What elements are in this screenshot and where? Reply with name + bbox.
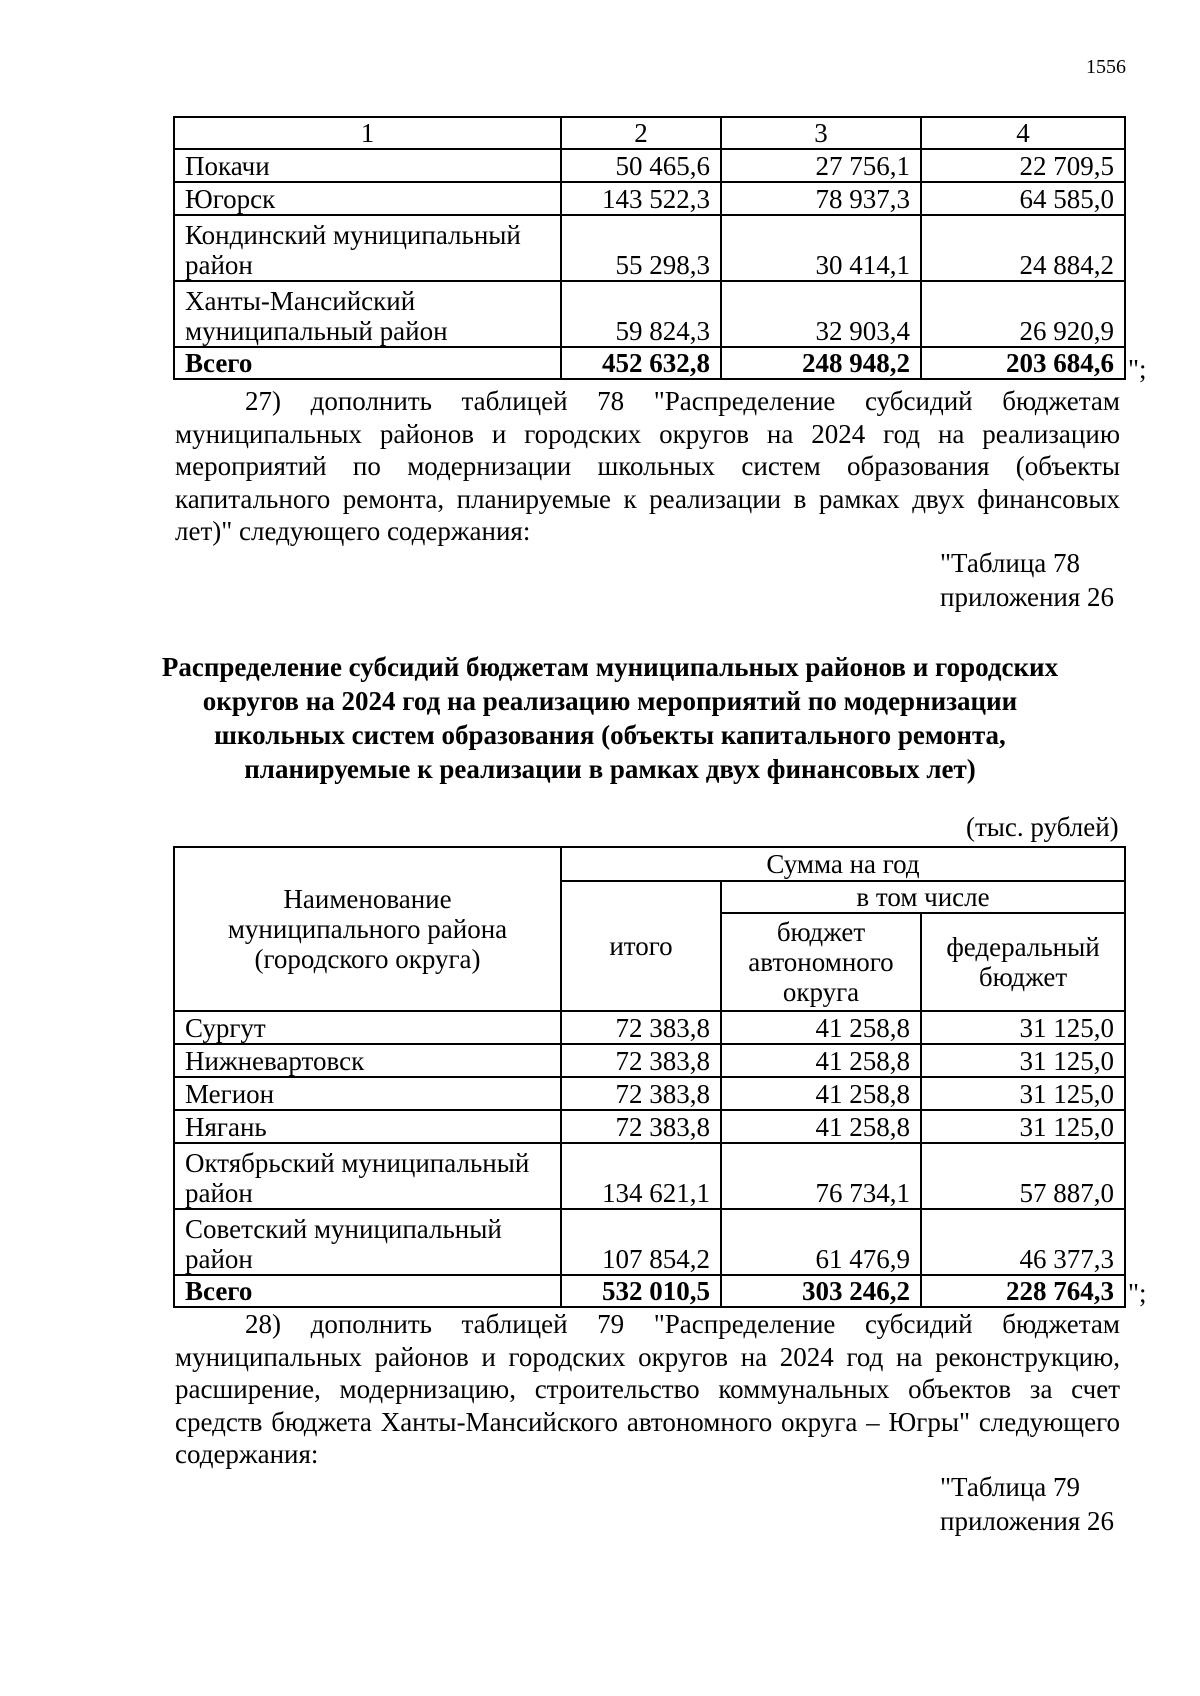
total-federal: 203 684,6 bbox=[921, 347, 1125, 379]
row-name bbox=[174, 1143, 561, 1209]
row-federal: 64 585,0 bbox=[921, 182, 1125, 215]
table-row bbox=[174, 1044, 1125, 1077]
header-regional-budget bbox=[721, 913, 921, 1011]
table-total-row bbox=[174, 1275, 1125, 1307]
row-name: Нижневартовск bbox=[174, 1044, 561, 1077]
row-name bbox=[174, 1209, 561, 1275]
row-total: 134 621,1 bbox=[561, 1143, 721, 1209]
row-federal: 31 125,0 bbox=[921, 1077, 1125, 1110]
row-regional: 61 476,9 bbox=[721, 1209, 921, 1275]
row-federal: 31 125,0 bbox=[921, 1011, 1125, 1044]
column-number-1: 1 bbox=[174, 117, 561, 149]
title-line: округов на 2024 год на реализацию мероприятий по модернизации bbox=[202, 686, 1018, 716]
row-federal: 57 887,0 bbox=[921, 1143, 1125, 1209]
row-federal: 24 884,2 bbox=[921, 215, 1125, 281]
header-sum: Сумма на год bbox=[561, 847, 1125, 881]
row-name-line: район bbox=[185, 1178, 253, 1208]
table-continuation bbox=[173, 116, 1126, 380]
row-name-line: муниципальный район bbox=[185, 316, 448, 346]
row-name: Нягань bbox=[174, 1110, 561, 1143]
row-federal: 46 377,3 bbox=[921, 1209, 1125, 1275]
row-regional: 27 756,1 bbox=[721, 149, 921, 182]
row-total: 55 298,3 bbox=[561, 215, 721, 281]
header-line: бюджет bbox=[978, 962, 1068, 992]
total-regional: 248 948,2 bbox=[721, 347, 921, 379]
header-federal-budget bbox=[921, 913, 1125, 1011]
row-regional: 78 937,3 bbox=[721, 182, 921, 215]
header-line: округа bbox=[782, 977, 860, 1007]
header-total: итого bbox=[561, 881, 721, 1011]
table-row bbox=[174, 182, 1125, 215]
total-federal: 228 764,3 bbox=[921, 1275, 1125, 1307]
row-name-line: Ханты-Мансийский bbox=[185, 286, 416, 316]
row-name: Мегион bbox=[174, 1077, 561, 1110]
header-name-line: муниципального района bbox=[227, 914, 508, 944]
total-regional: 303 246,2 bbox=[721, 1275, 921, 1307]
units-label: (тыс. рублей) bbox=[966, 812, 1119, 842]
table-row bbox=[174, 1110, 1125, 1143]
paragraph-28 bbox=[175, 1308, 1120, 1471]
table-total-row bbox=[174, 347, 1125, 379]
title-line: Распределение субсидий бюджетам муниципальных районов и городских bbox=[161, 652, 1059, 682]
row-name-line: район bbox=[185, 1244, 253, 1274]
row-regional: 76 734,1 bbox=[721, 1143, 921, 1209]
row-name-line: Октябрьский муниципальный bbox=[185, 1148, 530, 1178]
row-name bbox=[174, 281, 561, 347]
paragraph-27-text: 27) дополнить таблицей 78 "Распределение субсидий бюджетам муниципальных районов и городских округов на 2024 год на реализацию мероприятий по модернизации школьных систем образования (объекты капитального ремонта, планируемые к реализации в рамках двух финансовых лет)" следующего содержания: bbox=[175, 386, 1120, 546]
row-total: 107 854,2 bbox=[561, 1209, 721, 1275]
table-row bbox=[174, 149, 1125, 182]
table-row bbox=[174, 1011, 1125, 1044]
header-line: бюджет bbox=[776, 917, 866, 947]
row-regional: 41 258,8 bbox=[721, 1011, 921, 1044]
title-line: школьных систем образования (объекты капитального ремонта, bbox=[214, 720, 1006, 750]
table-row bbox=[174, 1209, 1125, 1275]
row-name-line: Кондинский муниципальный bbox=[185, 220, 521, 250]
closing-quote: "; bbox=[1128, 1278, 1147, 1308]
row-federal: 31 125,0 bbox=[921, 1110, 1125, 1143]
row-name: Покачи bbox=[174, 149, 561, 182]
title-line: планируемые к реализации в рамках двух финансовых лет) bbox=[244, 754, 976, 784]
table-row bbox=[174, 1077, 1125, 1110]
row-name-line: Советский муниципальный bbox=[185, 1214, 502, 1244]
total-label: Всего bbox=[174, 1275, 561, 1307]
header-name-line: Наименование bbox=[283, 884, 452, 914]
closing-quote: "; bbox=[1128, 354, 1147, 384]
table-78-caption bbox=[940, 546, 1114, 614]
table-header-row bbox=[174, 117, 1125, 149]
row-name: Сургут bbox=[174, 1011, 561, 1044]
row-regional: 32 903,4 bbox=[721, 281, 921, 347]
table-row bbox=[174, 215, 1125, 281]
table-header-row bbox=[174, 847, 1125, 881]
row-total: 143 522,3 bbox=[561, 182, 721, 215]
paragraph-27 bbox=[175, 385, 1120, 548]
row-name: Югорск bbox=[174, 182, 561, 215]
row-federal: 22 709,5 bbox=[921, 149, 1125, 182]
row-name-line: район bbox=[185, 250, 253, 280]
header-including: в том числе bbox=[721, 881, 1125, 913]
row-regional: 41 258,8 bbox=[721, 1044, 921, 1077]
table-row bbox=[174, 281, 1125, 347]
row-total: 72 383,8 bbox=[561, 1044, 721, 1077]
paragraph-28-text: 28) дополнить таблицей 79 "Распределение субсидий бюджетам муниципальных районов и городских округов на 2024 год на реконструкцию, расширение, модернизацию, строительство коммунальных объектов за счет средств бюджета Ханты-Мансийского автономного округа – Югры" следующего содержания: bbox=[175, 1309, 1120, 1469]
total-sum: 532 010,5 bbox=[561, 1275, 721, 1307]
table-78-title bbox=[150, 650, 1070, 786]
row-total: 72 383,8 bbox=[561, 1110, 721, 1143]
caption-line: "Таблица 79 bbox=[940, 1472, 1080, 1502]
row-name bbox=[174, 215, 561, 281]
row-federal: 31 125,0 bbox=[921, 1044, 1125, 1077]
caption-line: "Таблица 78 bbox=[940, 548, 1080, 578]
column-number-3: 3 bbox=[721, 117, 921, 149]
row-regional: 41 258,8 bbox=[721, 1077, 921, 1110]
total-label: Всего bbox=[174, 347, 561, 379]
header-line: федеральный bbox=[946, 932, 1100, 962]
row-total: 72 383,8 bbox=[561, 1077, 721, 1110]
row-total: 59 824,3 bbox=[561, 281, 721, 347]
row-total: 72 383,8 bbox=[561, 1011, 721, 1044]
column-number-2: 2 bbox=[561, 117, 721, 149]
row-regional: 41 258,8 bbox=[721, 1110, 921, 1143]
row-total: 50 465,6 bbox=[561, 149, 721, 182]
table-row bbox=[174, 1143, 1125, 1209]
caption-line: приложения 26 bbox=[940, 582, 1115, 612]
caption-line: приложения 26 bbox=[940, 1506, 1115, 1536]
total-sum: 452 632,8 bbox=[561, 347, 721, 379]
row-regional: 30 414,1 bbox=[721, 215, 921, 281]
page-number: 1556 bbox=[1086, 56, 1126, 78]
header-name bbox=[174, 847, 561, 1011]
table-78 bbox=[173, 846, 1126, 1308]
table-79-caption bbox=[940, 1470, 1114, 1538]
row-federal: 26 920,9 bbox=[921, 281, 1125, 347]
header-line: автономного bbox=[748, 947, 894, 977]
header-name-line: (городского округа) bbox=[254, 944, 481, 974]
column-number-4: 4 bbox=[921, 117, 1125, 149]
